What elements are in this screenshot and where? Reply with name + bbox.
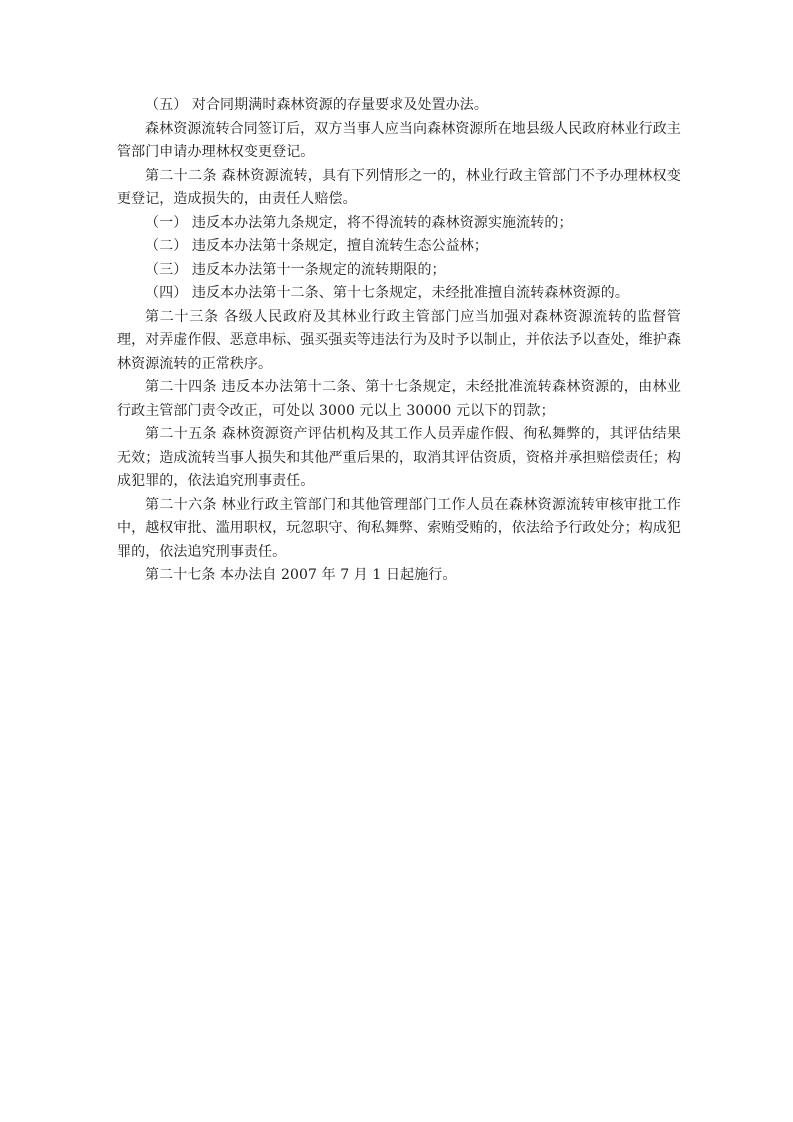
paragraph-registration: 森林资源流转合同签订后，双方当事人应当向森林资源所在地县级人民政府林业行政主管部门申请办理林权变更登记。 bbox=[117, 120, 681, 160]
article-26: 第二十六条 林业行政主管部门和其他管理部门工作人员在森林资源流转审核审批工作中，越权审批、滥用职权，玩忽职守、徇私舞弊、索贿受贿的，依法给予行政处分；构成犯罪的，依法追究刑事责任。 bbox=[117, 496, 681, 560]
article-22: 第二十二条 森林资源流转，具有下列情形之一的，林业行政主管部门不予办理林权变更登记，造成损失的，由责任人赔偿。 bbox=[117, 167, 681, 207]
article-25: 第二十五条 森林资源资产评估机构及其工作人员弄虚作假、徇私舞弊的，其评估结果无效；造成流转当事人损失和其他严重后果的，取消其评估资质，资格并承担赔偿责任；构成犯罪的，依法追究刑事责任。 bbox=[117, 426, 681, 489]
article-23: 第二十三条 各级人民政府及其林业行政主管部门应当加强对森林资源流转的监督管理，对弄虚作假、恶意串标、强买强卖等违法行为及时予以制止，并依法予以查处，维护森林资源流转的正常秩序。 bbox=[117, 308, 681, 372]
article-27: 第二十七条 本办法自 2007 年 7 月 1 日起施行。 bbox=[145, 567, 457, 583]
clause-item-5: （五） 对合同期满时森林资源的存量要求及处置办法。 bbox=[145, 97, 488, 113]
clause-item-1: （一） 违反本办法第九条规定，将不得流转的森林资源实施流转的； bbox=[145, 214, 573, 231]
document-body bbox=[117, 94, 681, 588]
clause-item-2: （二） 违反本办法第十条规定，擅自流转生态公益林； bbox=[145, 238, 488, 254]
article-24: 第二十四条 违反本办法第十二条、第十七条规定，未经批准流转森林资源的，由林业行政主管部门责令改正，可处以 3000 元以上 30000 元以下的罚款； bbox=[117, 379, 681, 419]
clause-item-4: （四） 违反本办法第十二条、第十七条规定，未经批准擅自流转森林资源的。 bbox=[145, 285, 629, 301]
clause-item-3: （三） 违反本办法第十一条规定的流转期限的； bbox=[145, 261, 446, 278]
